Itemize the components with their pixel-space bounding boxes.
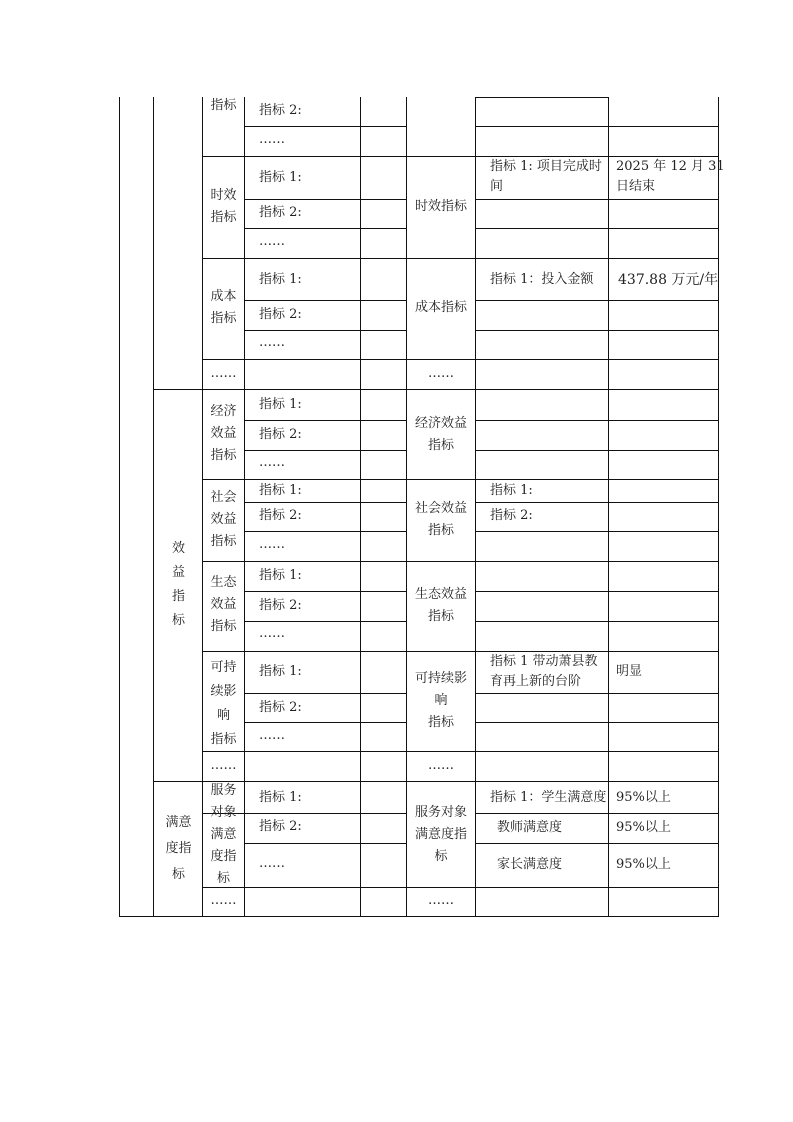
row-divider <box>244 199 407 200</box>
row-divider <box>475 722 719 723</box>
row-divider <box>202 887 719 888</box>
row-divider <box>244 502 407 503</box>
target-value: 2025 年 12 月 31 日结束 <box>616 159 725 194</box>
indicator-item: 指标 1：学生满意度 <box>490 790 607 805</box>
row-divider <box>244 843 407 844</box>
indicator-group-label: 生态 效益 指标 <box>210 575 237 634</box>
row-divider <box>244 300 407 301</box>
row-divider <box>202 751 719 752</box>
table-border-bottom <box>119 916 719 917</box>
ellipsis-cell: …… <box>259 856 285 871</box>
row-divider <box>475 450 719 451</box>
column-divider <box>153 97 154 917</box>
table-border-left <box>119 97 120 917</box>
ellipsis-cell: …… <box>259 455 285 470</box>
indicator-item: 指标 1: <box>259 170 302 185</box>
indicator-item: 指标 2: <box>259 427 302 442</box>
indicator-group-label: 社会效益 指标 <box>414 501 467 538</box>
row-divider <box>244 228 407 229</box>
row-divider <box>475 813 719 814</box>
indicator-item: 指标 2: <box>259 508 302 523</box>
indicator-item: 指标 2: <box>259 598 302 613</box>
indicator-item: 家长满意度 <box>497 857 563 872</box>
row-divider <box>475 843 719 844</box>
indicator-item: 指标 2: <box>259 700 302 715</box>
target-value: 95%以上 <box>616 790 671 805</box>
row-divider <box>475 228 719 229</box>
ellipsis-cell: …… <box>210 893 237 908</box>
target-value: 95%以上 <box>616 857 671 872</box>
row-divider <box>244 450 407 451</box>
row-divider <box>475 693 719 694</box>
table-border-right <box>718 97 719 917</box>
row-divider <box>475 199 719 200</box>
column-divider <box>244 97 245 917</box>
row-divider <box>202 561 719 562</box>
row-divider <box>475 621 719 622</box>
indicator-group-label: 生态效益 指标 <box>414 587 467 624</box>
row-divider <box>475 420 719 421</box>
row-divider <box>244 621 407 622</box>
target-value: 95%以上 <box>616 820 671 835</box>
row-divider <box>244 126 407 127</box>
indicator-item: 指标 2: <box>490 508 533 523</box>
row-divider <box>475 126 719 127</box>
indicator-group-label: 服务对象 满意度指 标 <box>414 805 467 864</box>
indicator-item: 指标 1: <box>259 790 302 805</box>
row-divider <box>475 97 609 98</box>
ellipsis-cell: …… <box>428 758 454 773</box>
row-divider <box>202 258 719 259</box>
indicator-item: 指标 1: <box>259 272 302 287</box>
indicator-group-label: 社会 效益 指标 <box>210 490 237 549</box>
row-divider <box>153 389 719 390</box>
ellipsis-cell: …… <box>259 234 285 249</box>
ellipsis-cell: …… <box>259 626 285 641</box>
indicator-item: 指标 2: <box>259 103 302 118</box>
indicator-item: 指标 1：投入金额 <box>490 272 594 287</box>
indicator-item: 指标 1: <box>259 568 302 583</box>
row-divider <box>244 693 407 694</box>
indicator-group-label: 成本 指标 <box>210 289 237 326</box>
indicator-item: 指标 2: <box>259 205 302 220</box>
ellipsis-cell: …… <box>259 335 285 350</box>
ellipsis-cell: …… <box>210 758 237 773</box>
indicator-group-label: 成本指标 <box>414 300 467 315</box>
indicator-group-label: 指标 <box>210 98 237 113</box>
category-label: 满意 度指 标 <box>165 815 192 882</box>
row-divider <box>475 300 719 301</box>
indicator-item: 指标 2: <box>259 819 302 834</box>
row-divider <box>202 651 719 652</box>
indicator-item: 指标 1: <box>259 483 302 498</box>
indicator-item: 教师满意度 <box>497 820 563 835</box>
indicator-item: 指标 1 带动萧县教 育再上新的台阶 <box>490 654 598 689</box>
row-divider <box>202 359 719 360</box>
indicator-group-label: 可持 续影 响 指标 <box>210 660 237 747</box>
row-divider <box>475 502 719 503</box>
indicator-item: 指标 1: <box>259 397 302 412</box>
column-divider <box>475 97 476 917</box>
column-divider <box>360 97 361 917</box>
row-divider <box>244 591 407 592</box>
ellipsis-cell: …… <box>428 893 454 908</box>
indicator-item: 指标 1: 项目完成时 间 <box>490 159 602 194</box>
target-value: 明显 <box>616 664 643 679</box>
column-divider <box>608 97 609 917</box>
ellipsis-cell: …… <box>259 728 285 743</box>
category-label: 效 益 指 标 <box>171 541 185 628</box>
ellipsis-cell: …… <box>210 366 237 381</box>
indicator-item: 指标 1: <box>259 664 302 679</box>
indicator-item: 指标 2: <box>259 307 302 322</box>
ellipsis-cell: …… <box>259 132 285 147</box>
indicator-group-label: 经济 效益 指标 <box>210 404 237 463</box>
row-divider <box>244 531 407 532</box>
row-divider <box>244 330 407 331</box>
indicator-group-label: 服务 对象 满意 度指 标 <box>210 783 237 886</box>
ellipsis-cell: …… <box>428 366 454 381</box>
row-divider <box>202 479 719 480</box>
row-divider <box>244 420 407 421</box>
indicator-group-label: 时效指标 <box>414 199 467 214</box>
indicator-group-label: 可持续影 响 指标 <box>414 671 467 730</box>
indicator-group-label: 经济效益 指标 <box>414 416 467 453</box>
ellipsis-cell: …… <box>259 537 285 552</box>
row-divider <box>475 330 719 331</box>
target-value: 437.88 万元/年 <box>618 272 719 288</box>
row-divider <box>244 722 407 723</box>
indicator-group-label: 时效 指标 <box>210 188 237 225</box>
row-divider <box>475 531 719 532</box>
row-divider <box>475 591 719 592</box>
indicator-item: 指标 1: <box>490 483 533 498</box>
